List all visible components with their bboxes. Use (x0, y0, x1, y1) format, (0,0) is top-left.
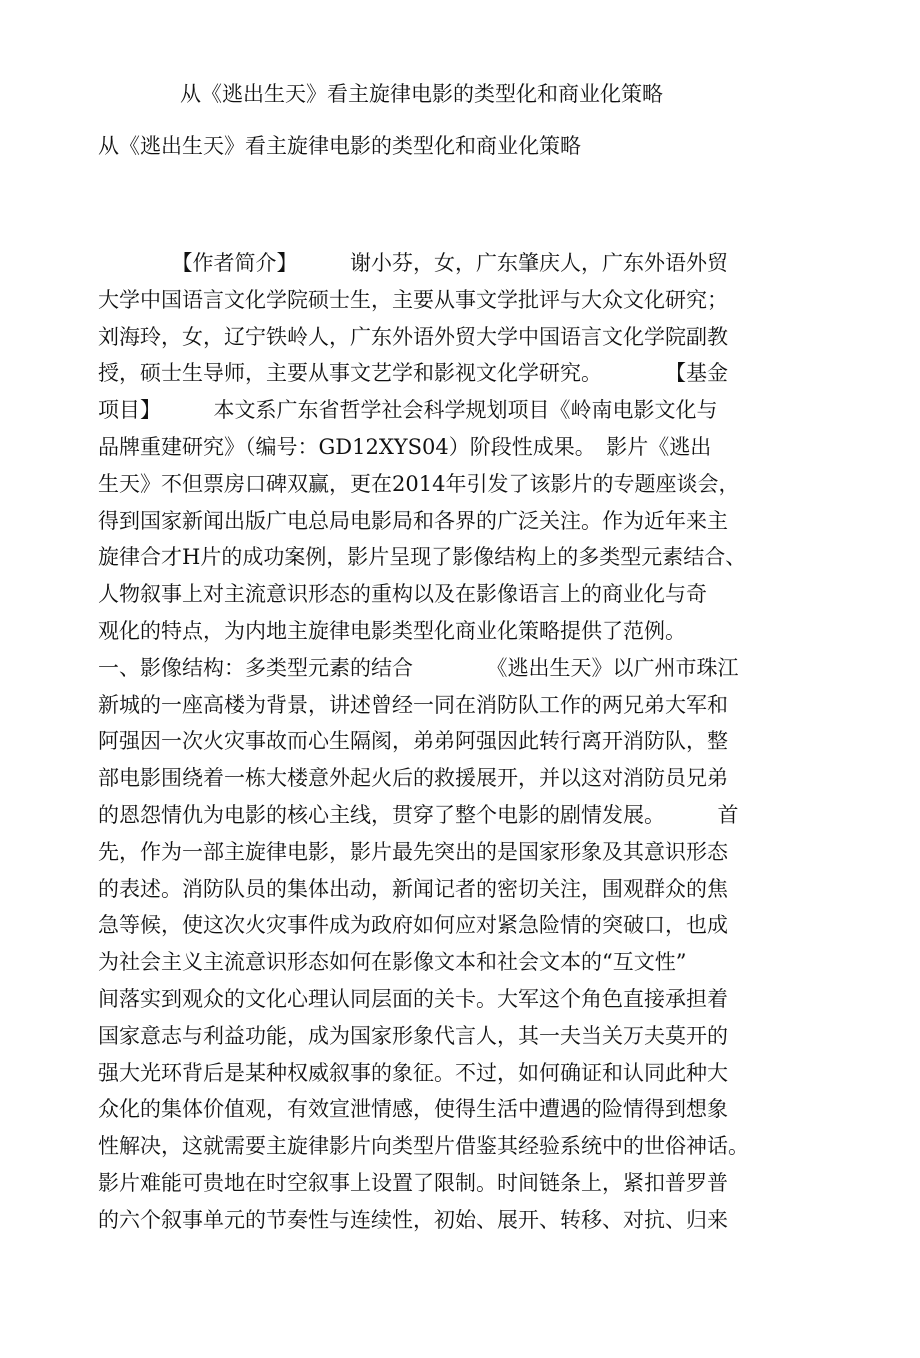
text-line: 的表述。消防队员的集体出动，新闻记者的密切关注，围观群众的焦 (98, 876, 728, 901)
text-line: 部电影围绕着一栋大楼意外起火后的救援展开，并以这对消防员兄弟 (98, 766, 728, 791)
text-line: 项目】 本文系广东省哲学社会科学规划项目《岭南电影文化与 (98, 398, 718, 423)
text-line: 旋律合才H片的成功案例，影片呈现了影像结构上的多类型元素结合、 (98, 545, 747, 570)
section-heading-line: 一、影像结构：多类型元素的结合 《逃出生天》以广州市珠江 (98, 655, 739, 680)
text-line: 众化的集体价值观，有效宣泄情感，使得生活中遭遇的险情得到想象 (98, 1097, 728, 1122)
text-line: 大学中国语言文化学院硕士生，主要从事文学批评与大众文化研究； (98, 287, 728, 312)
article-heading: 从《逃出生天》看主旋律电影的类型化和商业化策略 (98, 134, 581, 158)
text-line: 影片难能可贵地在时空叙事上设置了限制。时间链条上，紧扣普罗普 (98, 1170, 728, 1195)
text-line: 的六个叙事单元的节奏性与连续性，初始、展开、转移、对抗、归来 (98, 1207, 728, 1232)
text-line: 刘海玲，女，辽宁铁岭人，广东外语外贸大学中国语言文化学院副教 (98, 324, 728, 349)
text-line: 急等候，使这次火灾事件成为政府如何应对紧急险情的突破口，也成 (98, 913, 728, 938)
text-line: 生天》不但票房口碑双赢，更在2014年引发了该影片的专题座谈会， (98, 471, 740, 496)
article-body (98, 245, 810, 1239)
text-line: 的恩怨情仇为电影的核心主线，贯穿了整个电影的剧情发展。 首 (98, 802, 739, 827)
text-line: 观化的特点，为内地主旋律电影类型化商业化策略提供了范例。 (98, 618, 686, 643)
text-line: 先，作为一部主旋律电影，影片最先突出的是国家形象及其意识形态 (98, 839, 728, 864)
text-line: 国家意志与利益功能，成为国家形象代言人，其一夫当关万夫莫开的 (98, 1023, 728, 1048)
text-line: 【作者简介】 谢小芬，女，广东肇庆人，广东外语外贸 (98, 251, 728, 275)
text-line: 性解决，这就需要主旋律影片向类型片借鉴其经验系统中的世俗神话。 (98, 1134, 749, 1159)
text-line: 强大光环背后是某种权威叙事的象征。不过，如何确证和认同此种大 (98, 1060, 728, 1085)
text-line: 间落实到观众的文化心理认同层面的关卡。大军这个角色直接承担着 (98, 986, 728, 1011)
text-line: 人物叙事上对主流意识形态的重构以及在影像语言上的商业化与奇 (98, 582, 707, 607)
text-line: 授，硕士生导师，主要从事文艺学和影视文化学研究。 【基金 (98, 361, 728, 386)
text-line: 品牌重建研究》（编号：GD12XYS04）阶段性成果。 影片《逃出 (98, 434, 712, 459)
document-title: 从《逃出生天》看主旋律电影的类型化和商业化策略 (180, 82, 663, 106)
text-line: 得到国家新闻出版广电总局电影局和各界的广泛关注。作为近年来主 (98, 508, 728, 533)
text-line: 新城的一座高楼为背景，讲述曾经一同在消防队工作的两兄弟大军和 (98, 692, 728, 717)
text-line: 阿强因一次火灾事故而心生隔阂，弟弟阿强因此转行离开消防队，整 (98, 729, 728, 754)
text-line: 为社会主义主流意识形态如何在影像文本和社会文本的“互文性” (98, 950, 687, 975)
